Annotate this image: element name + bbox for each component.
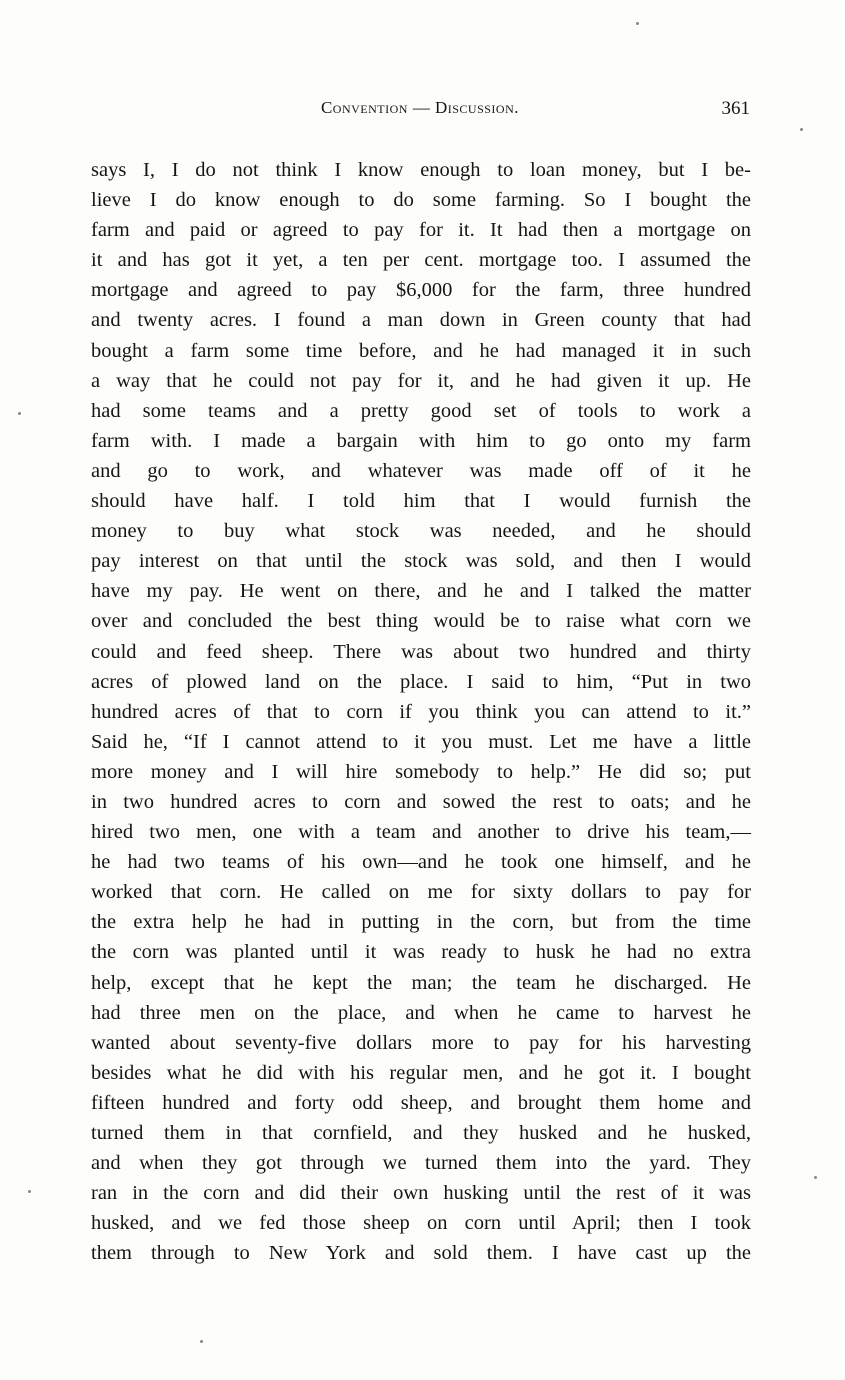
text-line: more money and I will hire somebody to help.” He did so; put	[91, 760, 751, 783]
paper-speck	[200, 1340, 203, 1343]
text-line: farm and paid or agreed to pay for it. It had then a mortgage on	[91, 219, 751, 242]
text-line: acres of plowed land on the place. I said to him, “Put in two	[91, 670, 751, 693]
text-line: a way that he could not pay for it, and he had given it up. He	[91, 369, 751, 392]
text-line: turned them in that cornfield, and they husked and he husked,	[91, 1122, 751, 1144]
text-line: hundred acres of that to corn if you think you can attend to it.”	[91, 700, 751, 723]
text-line: the corn was planted until it was ready to husk he had no extra	[91, 941, 751, 964]
text-line: it and has got it yet, a ten per cent. mortgage too. I assumed the	[91, 249, 751, 272]
text-line: lieve I do know enough to do some farming. So I bought the	[91, 189, 751, 212]
text-line: have my pay. He went on there, and he and I talked the matter	[91, 580, 751, 603]
text-line: ran in the corn and did their own husking until the rest of it was	[91, 1182, 751, 1205]
text-line: besides what he did with his regular men, and he got it. I bought	[91, 1061, 751, 1084]
text-line: he had two teams of his own—and he took one himself, and he	[91, 851, 751, 874]
text-line: money to buy what stock was needed, and he should	[91, 520, 751, 543]
text-line: help, except that he kept the man; the team he discharged. He	[91, 971, 751, 994]
body-text	[91, 155, 751, 1268]
text-line: hired two men, one with a team and another to drive his team,—	[91, 821, 751, 844]
text-line: pay interest on that until the stock was sold, and then I would	[91, 550, 751, 573]
text-line: should have half. I told him that I would furnish the	[91, 490, 751, 513]
text-line: mortgage and agreed to pay $6,000 for the farm, three hundred	[91, 279, 751, 302]
text-line: and go to work, and whatever was made off of it he	[91, 459, 751, 482]
text-line: worked that corn. He called on me for sixty dollars to pay for	[91, 881, 751, 904]
text-line: and when they got through we turned them into the yard. They	[91, 1152, 751, 1175]
paper-speck	[636, 22, 639, 25]
running-head	[90, 98, 750, 124]
text-line: bought a farm some time before, and he had managed it in such	[91, 339, 751, 362]
paper-speck	[18, 412, 21, 415]
text-line: says I, I do not think I know enough to loan money, but I be-	[91, 159, 751, 181]
text-line: the extra help he had in putting in the corn, but from the time	[91, 911, 751, 934]
text-line: in two hundred acres to corn and sowed the rest to oats; and he	[91, 790, 751, 813]
text-line: and twenty acres. I found a man down in Green county that had	[91, 309, 751, 332]
paper-speck	[814, 1176, 817, 1179]
text-line: wanted about seventy-five dollars more to pay for his harvesting	[91, 1031, 751, 1054]
page-number: 361	[721, 98, 750, 119]
text-line: them through to New York and sold them. I have cast up the	[91, 1242, 751, 1265]
text-line: husked, and we fed those sheep on corn until April; then I took	[91, 1212, 751, 1235]
paper-speck	[28, 1190, 31, 1193]
paper-speck	[800, 128, 803, 131]
text-line: farm with. I made a bargain with him to go onto my farm	[91, 429, 751, 452]
text-line: had some teams and a pretty good set of tools to work a	[91, 399, 751, 422]
running-head-title: Convention — Discussion.	[320, 98, 520, 117]
text-line: Said he, “If I cannot attend to it you must. Let me have a little	[91, 730, 751, 753]
text-line: had three men on the place, and when he came to harvest he	[91, 1001, 751, 1024]
text-line: could and feed sheep. There was about two hundred and thirty	[91, 640, 751, 663]
text-line: over and concluded the best thing would be to raise what corn we	[91, 610, 751, 633]
text-line: fifteen hundred and forty odd sheep, and brought them home and	[91, 1091, 751, 1114]
